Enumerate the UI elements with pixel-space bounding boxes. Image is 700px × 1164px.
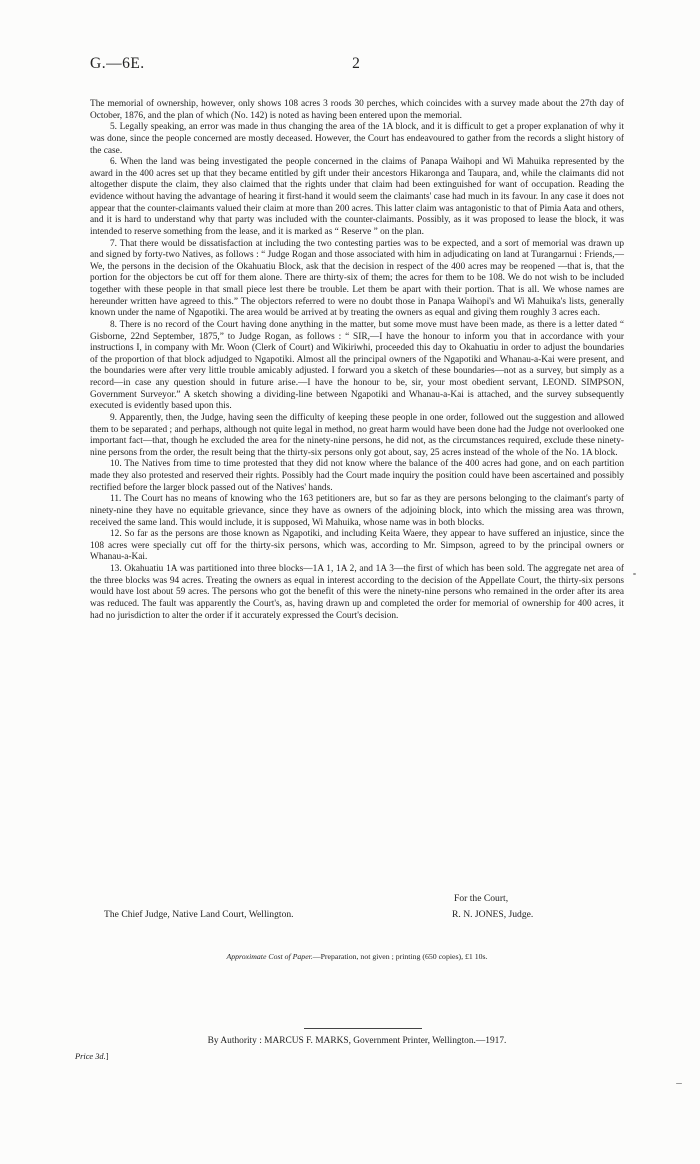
body-text: [90, 99, 624, 622]
printer-imprint: By Authority : MARCUS F. MARKS, Government Printer, Wellington.—1917.: [207, 1036, 507, 1046]
document-code: G.—6E.: [90, 55, 145, 72]
cost-note: [90, 952, 624, 961]
paragraph-13: 13. Okahuatiu 1A was partitioned into three blocks—1A 1, 1A 2, and 1A 3—the first of which has been sold. The aggregate net area of the three blocks was 94 acres. Treating the owners as equal in interest according to the decision of the Appellate Court, the thirty-six persons would have lost about 59 acres. The persons who got the benefit of this were the ninety-nine persons who remained in the order after its area was reduced. The fault was apparently the Court's, as, having drawn up and completed the order for memorial of ownership for 400 acres, it had no jurisdiction to alter the order if it accurately expressed the Court's decision.: [90, 564, 624, 621]
paragraph-6: 6. When the land was being investigated the people concerned in the claims of Panapa Waihopi and Wi Mahuika represented by the award in the 400 acres set up that they became entitled by gift under their ancestors Hikaronga and Taupara, and, while the claimants did not altogether dispute the claim, they also claimed that the rights under that claim had been extinguished for want of occupation. Reading the evidence without having the advantage of hearing it first-hand it would seem the claimants' case had much in its favour. In any case it does not appear that the counter-claimants valued their claim at more than 200 acres. This latter claim was antagonistic to that of Pimia Aata and others, and it is hard to understand why that party was included with the counter-claimants. Possibly, as it was proposed to lease the block, it was intended to reserve something from the lease, and it is marked as “ Reserve ” on the plan.: [90, 157, 624, 237]
cost-note-text: —Preparation, not given ; printing (650 copies), £1 10s.: [312, 952, 488, 961]
page-header: [90, 55, 622, 75]
price-bracket: ]: [105, 1052, 109, 1061]
cost-note-label: Approximate Cost of Paper.: [226, 952, 313, 961]
paragraph-9: 9. Apparently, then, the Judge, having seen the difficulty of keeping these people in one order, followed out the suggestion and allowed them to be separated ; and perhaps, although not quite legal in method, no great harm would have been done had the Judge not overlooked one important fact—that, though he excluded the area for the ninety-nine persons, he did not, as the circumstances required, exclude these ninety-nine persons from the order, the result being that the thirty-six persons only got about, say, 25 acres instead of the whole of the No. 1A block.: [90, 412, 624, 458]
for-the-court: For the Court,: [454, 893, 509, 904]
scan-speck: [633, 573, 636, 575]
paragraph-11: 11. The Court has no means of knowing who the 163 petitioners are, but so far as they are persons belonging to the claimant's party of ninety-nine they have no equitable grievance, since they have as owners of the adjoining block, into which the missing area was thrown, received the same land. This would include, it is supposed, Wi Mahuika, whose name was in both blocks.: [90, 494, 624, 528]
price-label: Price 3d.: [75, 1052, 106, 1061]
addressee: The Chief Judge, Native Land Court, Wellington.: [104, 909, 294, 920]
paragraph-continuation: The memorial of ownership, however, only shows 108 acres 3 roods 30 perches, which coincides with a survey made about the 27th day of October, 1876, and the plan of which (No. 142) is noted as having been entered upon the memorial.: [90, 99, 624, 121]
paragraph-5: 5. Legally speaking, an error was made in thus changing the area of the 1A block, and it is difficult to get a proper explanation of why it was done, since the people concerned are mostly deceased. However, the Court has endeavoured to gather from the records a slight history of the case.: [90, 122, 624, 156]
signature-block: [90, 893, 624, 929]
scan-speck: [676, 1083, 682, 1084]
paragraph-7: 7. That there would be dissatisfaction at including the two contesting parties was to be expected, and a sort of memorial was drawn up and signed by forty-two Natives, as follows : “ Judge Rogan and those associated with him in adjudicating on land at Turangarnui : Friends,—We, the persons in the decision of the Okahuatiu Block, ask that the decision in respect of the 400 acres may be reopened —that is, that the portion for the objectors be cut off for them alone. There are thirty-six of them; the acres for them to be 108. We do not wish to be included together with these people in that small piece lest there be trouble. Let them be apart with their portion. That is all. We whose names are hereunder written have agreed to this.” The objectors referred to were no doubt those in Panapa Waihopi's and Wi Mahuika's lists, generally known under the name of Ngapotiki. The area would be arrived at by treating the owners as equal and giving them roughly 3 acres each.: [90, 238, 624, 319]
paragraph-12: 12. So far as the persons are those known as Ngapotiki, and including Keita Waere, they appear to have suffered an injustice, since the 108 acres were specially cut off for the thirty-six persons, which was, according to Mr. Simpson, agreed to by the principal owners or Whanau-a-Kai.: [90, 529, 624, 563]
paragraph-10: 10. The Natives from time to time protested that they did not know where the balance of the 400 acres had gone, and on each partition made they also protested and reserved their rights. Possibly had the Court made inquiry the position could have been ascertained and possibly rectified before the larger block passed out of the Natives' hands.: [90, 459, 624, 493]
horizontal-rule: [304, 1028, 422, 1029]
page-number: 2: [352, 55, 360, 72]
signer: R. N. JONES, Judge.: [452, 909, 534, 920]
price-note: [75, 1052, 109, 1061]
paragraph-8: 8. There is no record of the Court having done anything in the matter, but some move must have been made, as there is a letter dated “ Gisborne, 22nd September, 1875,” to Judge Rogan, as follows : “ SIR,—I have the honour to inform you that in accordance with your instructions I, in company with Mr. Woon (Clerk of Court) and Wikiriwhi, proceeded this day to Okahuatiu in order to adjust the boundaries of the proportion of that block adjudged to Ngapotiki. Almost all the principal owners of the Ngapotiki and Whanau-a-Kai were present, and the boundaries were after very little trouble amicably adjusted. I forward you a sketch of these boundaries—not as a survey, but simply as a record—in case any question should in future arise.—I have the honour to be, sir, your most obedient servant, LEOND. SIMPSON, Government Surveyor.” A sketch showing a dividing-line between Ngapotiki and Whanau-a-Kai is attached, and the survey subsequently executed is evidently based upon this.: [90, 319, 624, 412]
